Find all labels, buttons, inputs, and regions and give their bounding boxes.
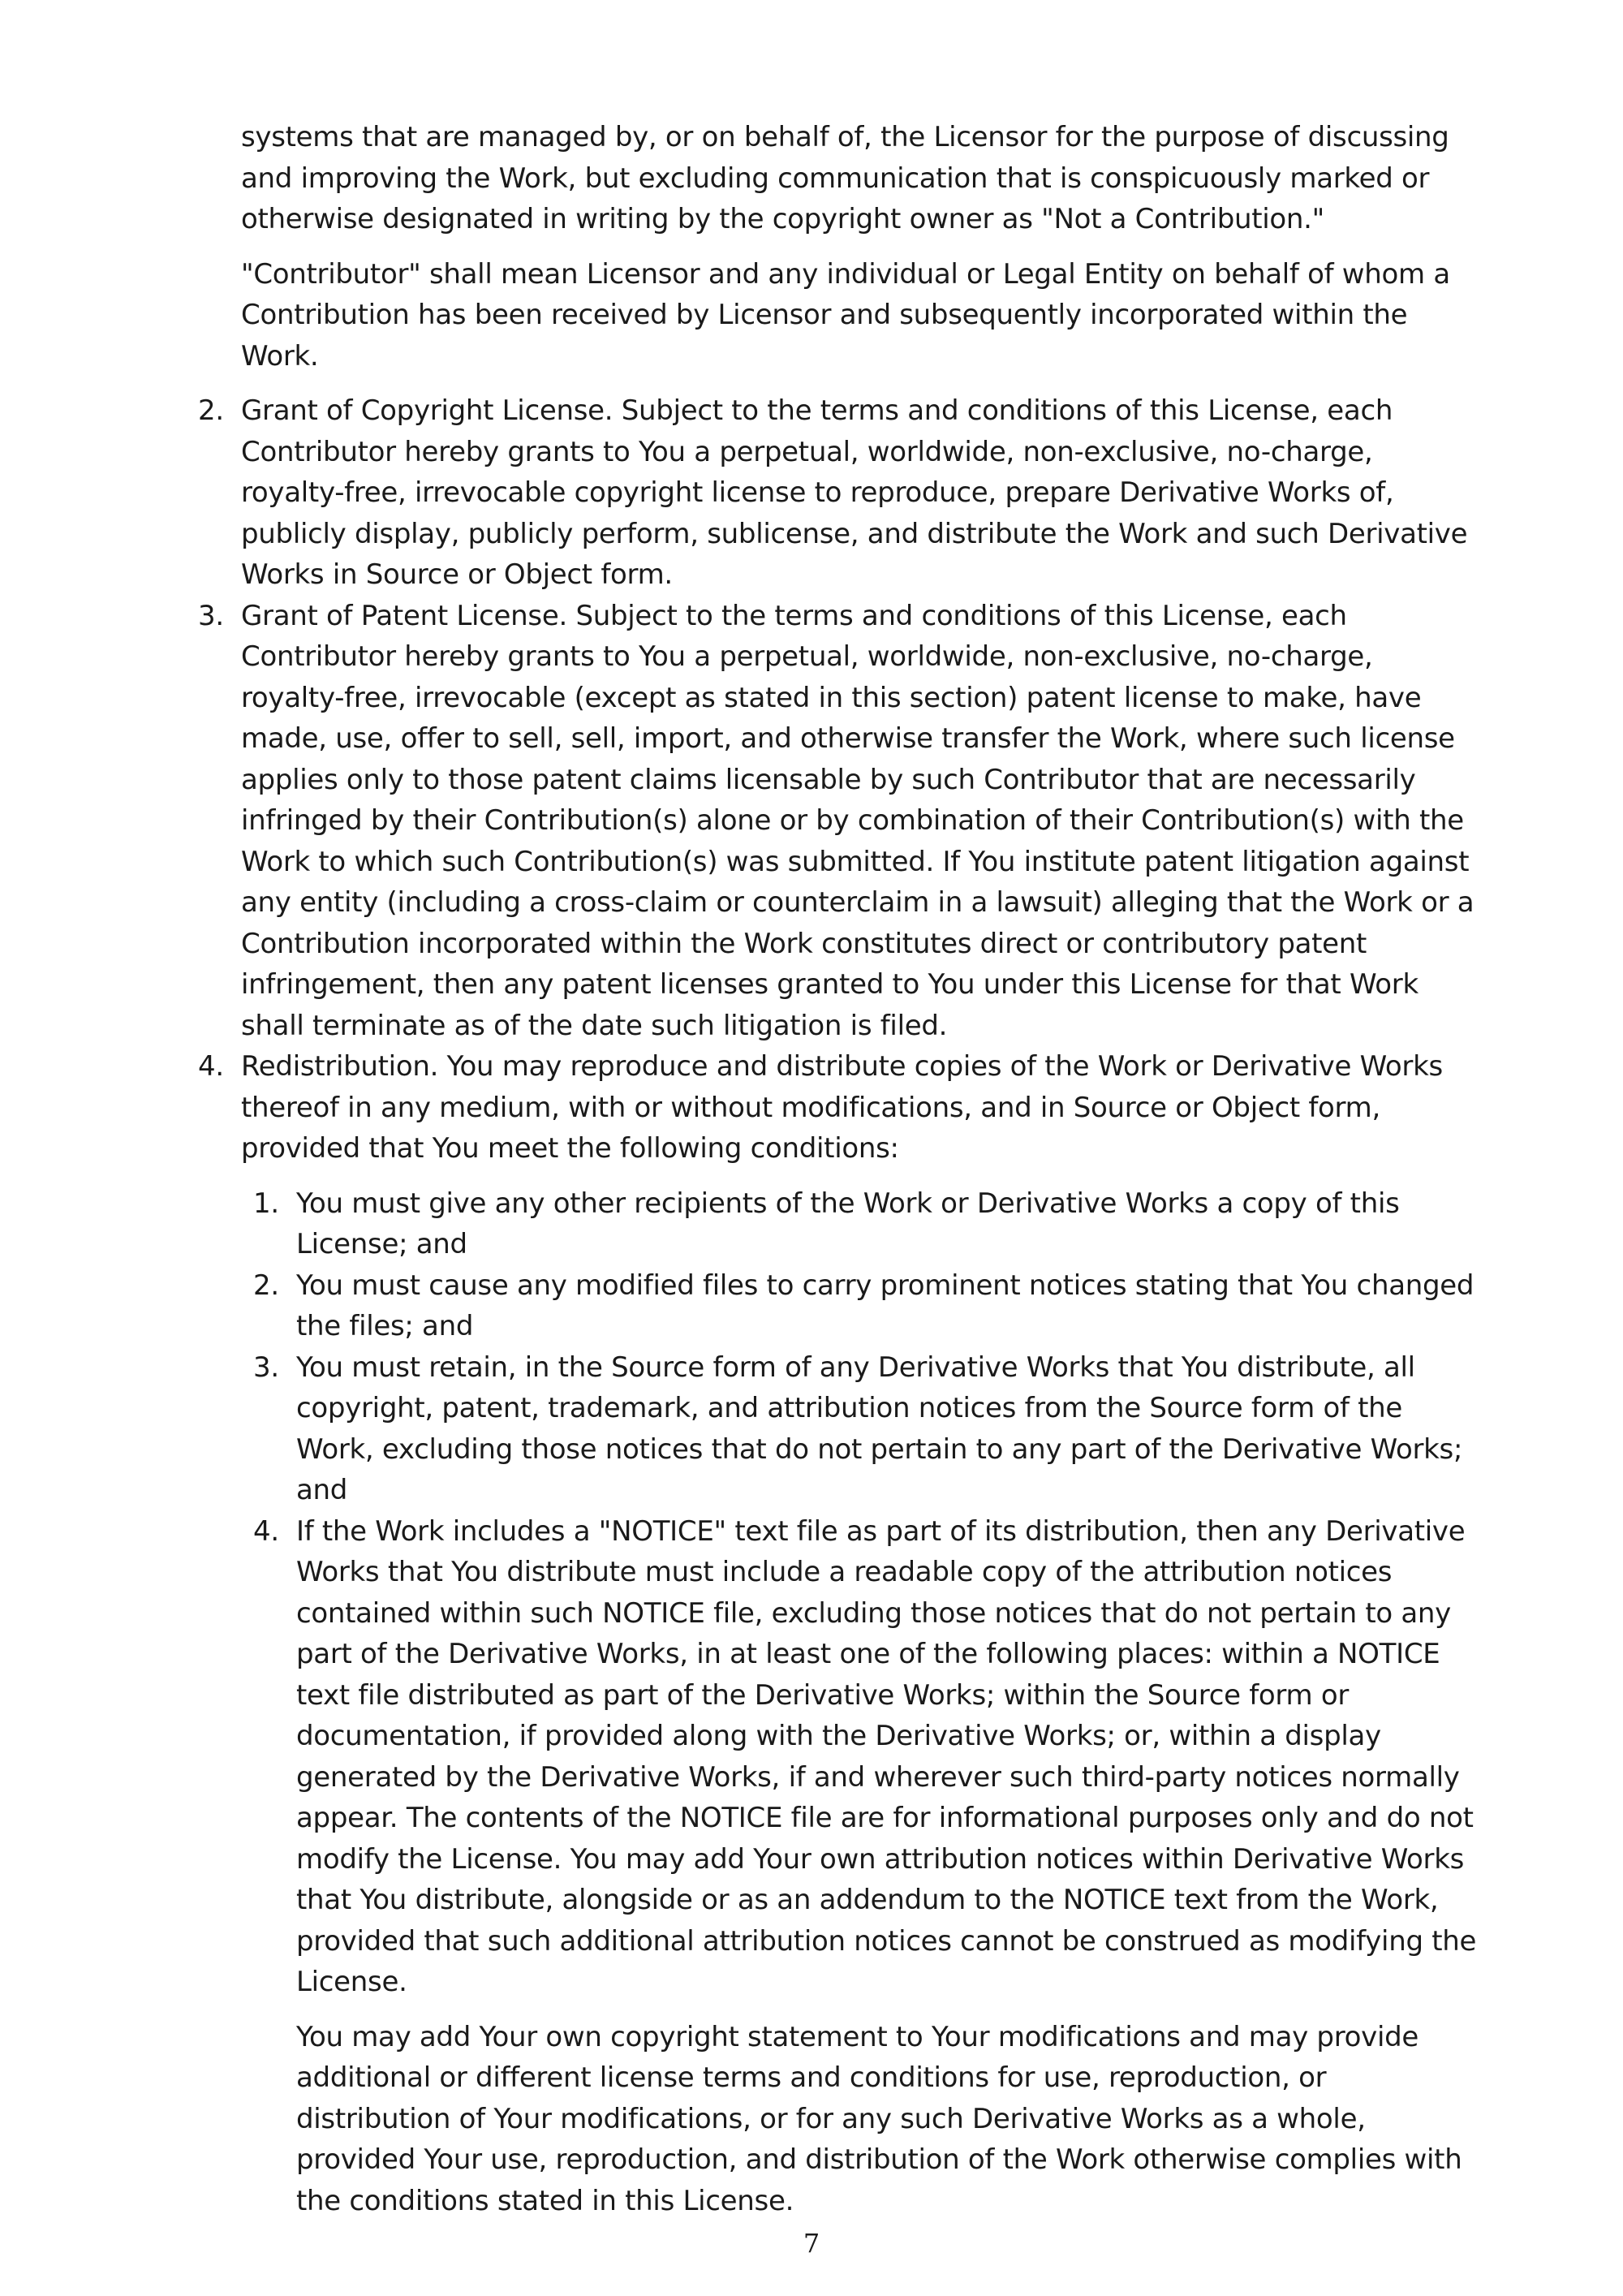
condition-text: If the Work includes a "NOTICE" text file as part of its distribution, then any Derivative Works that You distribute must include a readable copy of the attribution notices contained within such NOTICE file, excluding those notices that do not pertain to any part of the Derivative Works, in at least one of the following places: within a NOTICE text file distributed as part of the Derivative Works; within the Source form or documentation, if provided along with the Derivative Works; or, within a display generated by the Derivative Works, if and wherever such third-party notices normally appear. The contents of the NOTICE file are for informational purposes only and do not modify the License. You may add Your own attribution notices within Derivative Works that You distribute, alongside or as an addendum to the NOTICE text from the Work, provided that such additional attribution notices cannot be construed as modifying the License.: [296, 1514, 1477, 1998]
redistribution-closing-paragraph: You may add Your own copyright statement to Your modifications and may provide additional or different license terms and conditions for use, reproduction, or distribution of Your modifications, or for any such Derivative Works as a whole, provided Your use, reproduction, and distribution of the Work otherwise complies with the conditions stated in this License.: [296, 2020, 1462, 2217]
section-item-patent-license: [198, 596, 1483, 1047]
section-text: Redistribution. You may reproduce and distribute copies of the Work or Derivative Works thereof in any medium, with or without modifications, and in Source or Object form, provided that You meet the following conditions:: [241, 1050, 1443, 1165]
condition-text: You must cause any modified files to carry prominent notices stating that You changed the files; and: [296, 1269, 1474, 1342]
section-number: 3.: [198, 599, 224, 632]
condition-text: You must give any other recipients of the Work or Derivative Works a copy of this License; and: [296, 1187, 1400, 1260]
section-text: Grant of Copyright License. Subject to the terms and conditions of this License, each Contributor hereby grants to You a perpetual, worldwide, non-exclusive, no-charge, royalty-free, irrevocable copyright license to reproduce, prepare Derivative Works of, publicly display, publicly perform, sublicense, and distribute the Work and such Derivative Works in Source or Object form.: [241, 394, 1468, 591]
section-number: 2.: [198, 394, 224, 427]
page-number: 7: [803, 2228, 820, 2259]
contributor-definition: "Contributor" shall mean Licensor and any individual or Legal Entity on behalf of whom a Contribution has been received by Licensor and subsequently incorporated within the Work.: [241, 257, 1450, 373]
section-item-redistribution: [198, 1046, 1483, 2221]
condition-text: You must retain, in the Source form of any Derivative Works that You distribute, all copyright, patent, trademark, and attribution notices from the Source form of the Work, excluding those notices that do not pertain to any part of the Derivative Works; and: [296, 1350, 1463, 1506]
condition-item: [253, 1347, 1483, 1511]
section-text: Grant of Patent License. Subject to the terms and conditions of this License, each Contributor hereby grants to You a perpetual, worldwide, non-exclusive, no-charge, royalty-free, irrevocable (except as stated in this section) patent license to make, have made, use, offer to sell, sell, import, and otherwise transfer the Work, where such license applies only to those patent claims licensable by such Contributor that are necessarily infringed by their Contribution(s) alone or by combination of their Contribution(s) with the Work to which such Contribution(s) was submitted. If You institute patent litigation against any entity (including a cross-claim or counterclaim in a lawsuit) alleging that the Work or a Contribution incorporated within the Work constitutes direct or contributory patent infringement, then any patent licenses granted to You under this License for that Work shall terminate as of the date such litigation is filed.: [241, 599, 1474, 1042]
condition-item: [253, 1265, 1483, 1347]
section-number: 4.: [198, 1050, 224, 1083]
condition-number: 4.: [253, 1514, 279, 1548]
condition-number: 1.: [253, 1187, 279, 1220]
contribution-definition-continuation: systems that are managed by, or on behalf of, the Licensor for the purpose of discussing and improving the Work, but excluding communication that is conspicuously marked or otherwise designated in writing by the copyright owner as "Not a Contribution.": [241, 121, 1449, 235]
condition-item: [253, 1511, 1483, 2003]
page-content: [198, 117, 1483, 2221]
license-sections-list: [198, 390, 1483, 2221]
condition-number: 3.: [253, 1350, 279, 1384]
redistribution-conditions-list: [253, 1183, 1483, 2003]
condition-item: [253, 1183, 1483, 1265]
section-item-copyright-license: [198, 390, 1483, 596]
condition-number: 2.: [253, 1269, 279, 1302]
